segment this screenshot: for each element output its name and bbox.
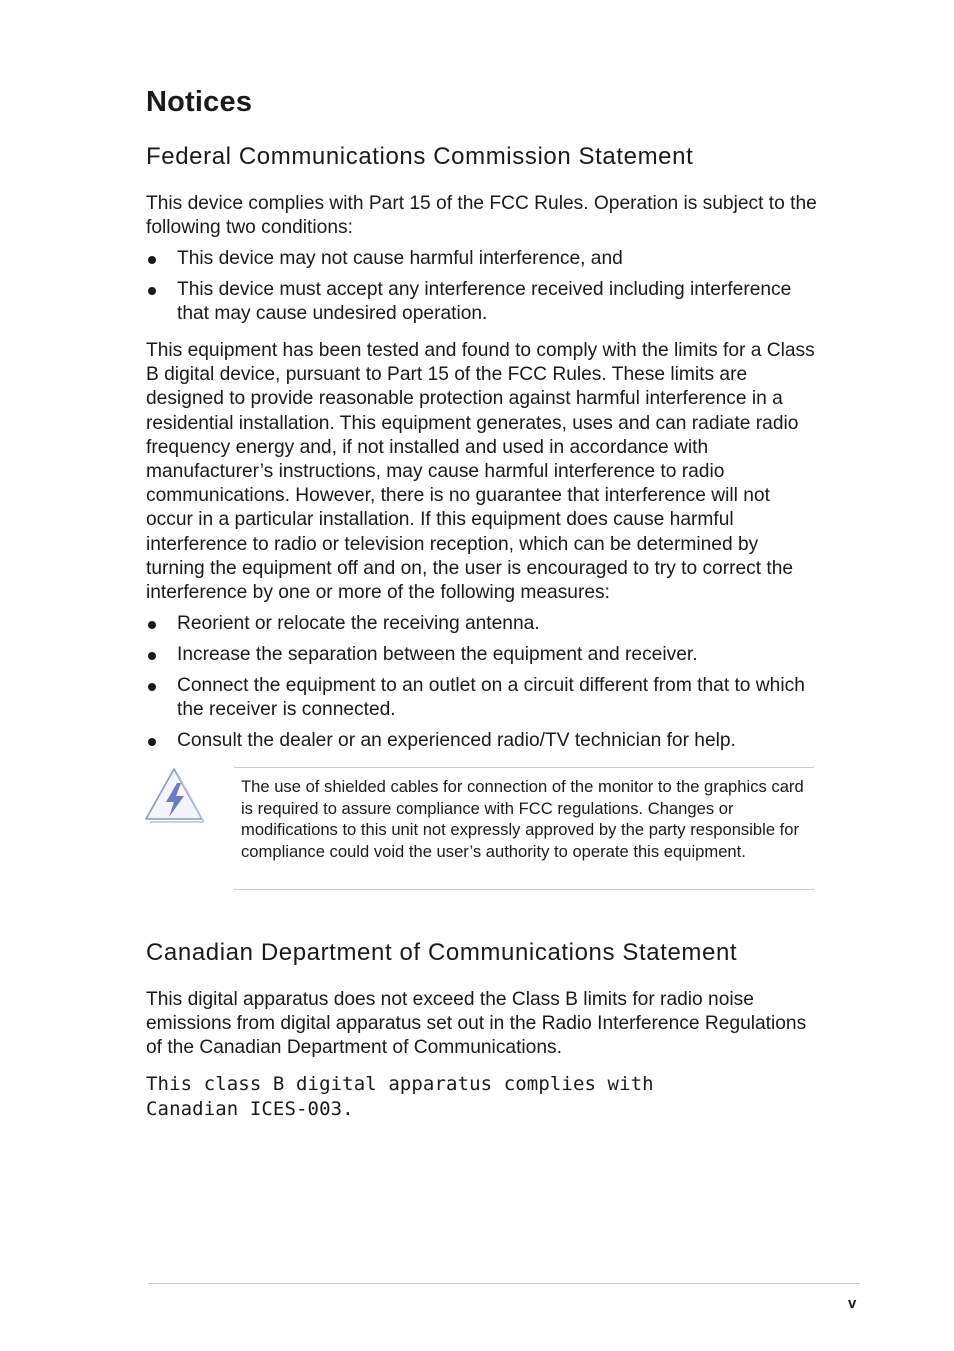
measure-text: Increase the separation between the equipment and receiver. [177,643,698,665]
list-item [146,278,818,326]
page-number: v [848,1295,857,1312]
page-title: Notices [146,86,253,118]
condition-text: This device may not cause harmful interference, and [177,248,623,269]
measure-text: Reorient or relocate the receiving antenna. [177,613,540,634]
canadian-body: This digital apparatus does not exceed the Class B limits for radio noise emissions from digital apparatus set out in the Radio Interference Regulations of the Canadian Department of Communications. [146,989,807,1059]
fcc-heading: Federal Communications Commission Statement [146,143,694,170]
note-text: The use of shielded cables for connection of the monitor to the graphics card is required to assure compliance with FCC regulations. Changes or modifications to this unit not expressly approved by the party responsible for compliance could void the user’s authority to operate this equipment. [241,777,804,861]
fcc-conditions-list [146,247,818,333]
bullet-icon [148,683,156,691]
list-item [146,643,818,667]
list-item [146,612,818,636]
ices-statement: This class B digital apparatus complies with Canadian ICES-003. [146,1073,654,1120]
condition-text: This device must accept any interference received including interference that may cause undesired operation. [177,278,792,324]
bullet-icon [148,287,156,295]
fcc-intro: This device complies with Part 15 of the FCC Rules. Operation is subject to the following two conditions: [146,193,817,239]
bullet-icon [148,652,156,660]
measure-text: Connect the equipment to an outlet on a circuit different from that to which the receiver is connected. [177,674,805,720]
bullet-icon [148,738,156,746]
list-item [146,247,818,271]
footer-rule [148,1283,860,1284]
list-item [146,729,818,753]
measure-text: Consult the dealer or an experienced radio/TV technician for help. [177,729,736,751]
note-box [234,767,814,890]
fcc-body: This equipment has been tested and found to comply with the limits for a Class B digital device, pursuant to Part 15 of the FCC Rules. These limits are designed to provide reasonable protection against harmful interference in a residential installation. This equipment generates, uses and can radiate radio frequency energy and, if not installed and used in accordance with manufacturer’s instructions, may cause harmful interference to radio communications. However, there is no guarantee that interference will not occur in a particular installation. If this equipment does cause harmful interference to radio or television reception, which can be determined by turning the equipment off and on, the user is encouraged to try to correct the interference by one or more of the following measures: [146,340,815,604]
warning-lightning-icon [144,767,204,825]
fcc-measures-list [146,612,818,759]
bullet-icon [148,621,156,629]
bullet-icon [148,256,156,264]
list-item [146,674,818,722]
canadian-heading: Canadian Department of Communications Statement [146,939,738,966]
